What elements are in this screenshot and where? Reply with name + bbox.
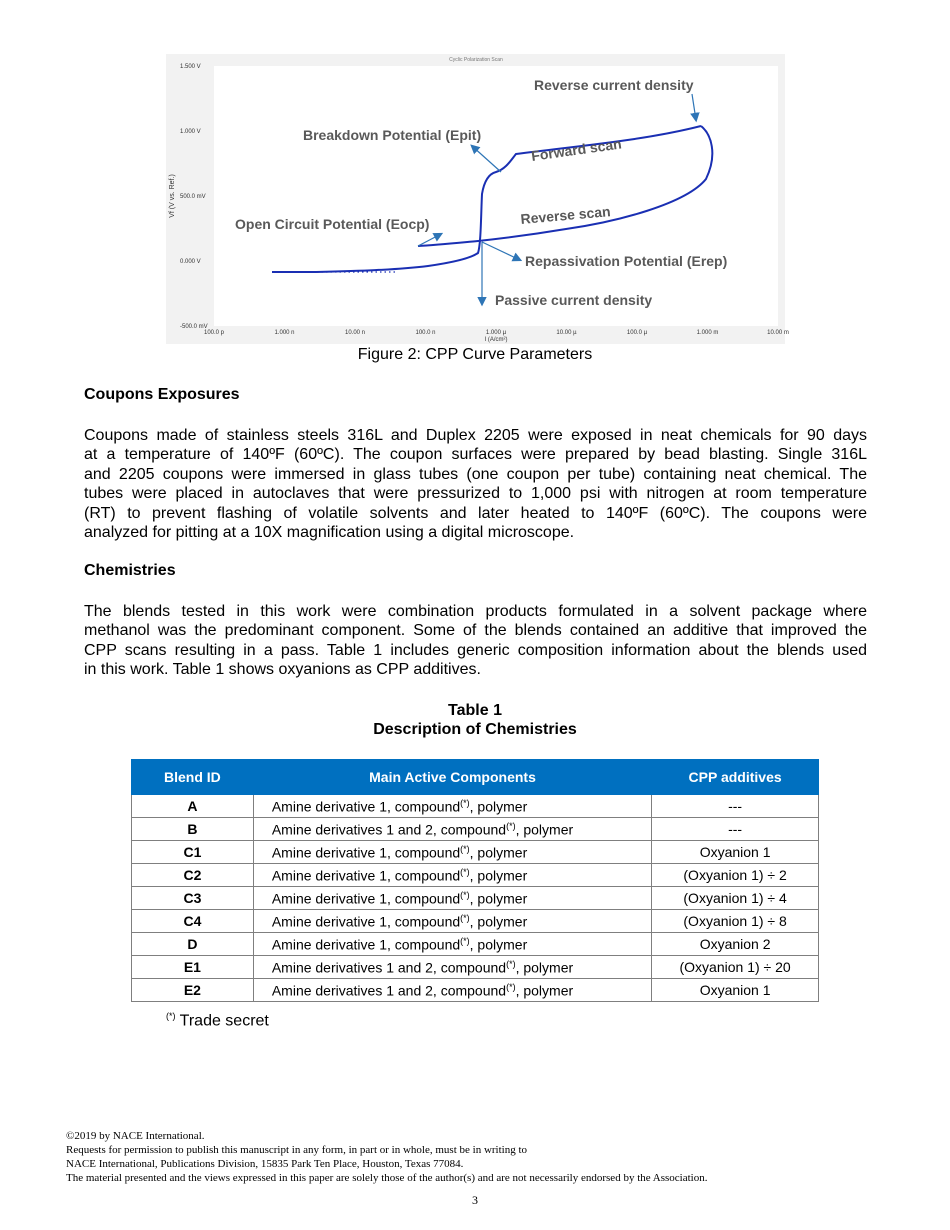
paragraph-coupons-exposures [84,426,867,542]
table-header-row [132,760,819,795]
cell-main-components [253,795,651,818]
cpp-chart [166,54,789,344]
heading-chemistries: Chemistries [84,562,176,579]
cell-main-components [253,933,651,956]
table-row [132,818,819,841]
table-title [0,701,950,739]
trade-secret-mark: (*) [460,797,470,808]
paragraph-line: methanol was the predominant component. Some of the blends contained an additive that improved the [84,622,867,640]
page-number: 3 [472,1193,478,1207]
trade-secret-mark: (*) [460,935,470,946]
components-text: Amine derivative 1, compound [271,844,461,861]
paragraph-line: tubes were placed in autoclaves that were pressurized to 1,000 psi with nitrogen at room temperature [84,485,867,503]
cell-main-components [253,956,651,979]
heading-coupons-exposures: Coupons Exposures [84,386,240,403]
y-axis-ticks [180,64,208,330]
cell-main-components [253,979,651,1002]
trade-secret-mark: (*) [460,912,470,923]
components-text-suffix: , polymer [515,821,574,838]
footnote-text: Trade secret [175,1012,269,1030]
cell-blend-id: C3 [132,887,254,910]
paragraph-line: at a temperature of 140ºF (60ºC). The coupon surfaces were prepared by bead blasting. Single 316L [84,446,867,464]
table-row [132,864,819,887]
annotation-repassivation-potential: Repassivation Potential (Erep) [525,253,728,269]
cell-cpp-additive: (Oxyanion 1) ÷ 20 [652,956,819,979]
components-text: Amine derivative 1, compound [271,913,461,930]
components-text-suffix: , polymer [469,936,528,953]
footer-line: NACE International, Publications Division, 15835 Park Ten Place, Houston, Texas 77084. [66,1158,464,1170]
components-text-suffix: , polymer [515,982,574,999]
header-main-active-components: Main Active Components [253,760,651,795]
paragraph-line: CPP scans resulting in a pass. Table 1 includes generic composition information about the blends used [84,641,867,659]
components-text-suffix: , polymer [469,913,528,930]
cell-main-components [253,864,651,887]
cell-cpp-additive: Oxyanion 2 [652,933,819,956]
header-blend-id: Blend ID [132,760,254,795]
footer-line: ©2019 by NACE International. [66,1130,205,1142]
paragraph-line: The blends tested in this work were combination products formulated in a solvent package where [84,603,867,620]
cell-blend-id: C2 [132,864,254,887]
components-text-suffix: , polymer [469,844,528,861]
paragraph-line: (RT) to prevent flashing of volatile solvents and later heated to 140ºF (60ºC). The coupons were [84,504,867,522]
footer-line: The material presented and the views expressed in this paper are solely those of the author(s) and are not necessarily endorsed by the Association. [66,1172,708,1184]
x-tick-label: 100.0 µ [626,330,648,336]
trade-secret-mark: (*) [460,866,470,877]
paragraph-line: and 2205 coupons were immersed in glass tubes (one coupon per tube) containing neat chemical. The [84,465,867,483]
trade-secret-mark: (*) [506,820,516,831]
annotation-passive-current-density: Passive current density [495,292,653,308]
cell-cpp-additive: (Oxyanion 1) ÷ 4 [652,887,819,910]
table-row [132,841,819,864]
cell-blend-id: C1 [132,841,254,864]
paragraph-line: in this work. Table 1 shows oxyanions as CPP additives. [84,661,481,679]
paragraph-line: Coupons made of stainless steels 316L and Duplex 2205 were exposed in neat chemicals for 90 days [84,427,867,444]
footnote-mark: (*) [166,1011,176,1021]
cell-blend-id: A [132,795,254,818]
x-tick-label: 1.000 n [274,330,295,336]
trade-secret-mark: (*) [460,889,470,900]
components-text: Amine derivatives 1 and 2, compound [271,821,507,838]
components-text: Amine derivatives 1 and 2, compound [271,982,507,999]
table-row [132,910,819,933]
table-title-description: Description of Chemistries [373,721,577,738]
x-tick-label: 10.00 n [344,330,366,336]
x-tick-label: 1.000 µ [485,330,507,336]
cpp-figure [166,54,789,344]
x-tick-label: 10.00 m [767,330,789,336]
cell-blend-id: C4 [132,910,254,933]
footer-line: Requests for permission to publish this manuscript in any form, in part or in whole, must be in writing to [66,1144,528,1156]
cell-cpp-additive: (Oxyanion 1) ÷ 8 [652,910,819,933]
y-tick-label: 1.000 V [180,129,201,135]
x-tick-label: 10.00 µ [556,330,577,336]
cell-main-components [253,910,651,933]
copyright-footer [66,1129,707,1185]
cell-blend-id: E2 [132,979,254,1002]
trade-secret-mark: (*) [506,981,516,992]
table-row [132,956,819,979]
components-text: Amine derivative 1, compound [271,890,461,907]
components-text: Amine derivative 1, compound [271,936,461,953]
table-row [132,979,819,1002]
trade-secret-mark: (*) [506,958,516,969]
header-cpp-additives: CPP additives [652,760,819,795]
y-tick-label: -500.0 mV [180,324,208,330]
cell-main-components [253,887,651,910]
table-row [132,795,819,818]
cell-cpp-additive: Oxyanion 1 [652,841,819,864]
trade-secret-mark: (*) [460,843,470,854]
cell-cpp-additive: (Oxyanion 1) ÷ 2 [652,864,819,887]
components-text: Amine derivative 1, compound [271,798,461,815]
chart-title: Cyclic Polarization Scan [449,57,503,63]
x-tick-label: 100.0 n [415,330,436,336]
figure-caption: Figure 2: CPP Curve Parameters [357,346,593,363]
x-tick-label: 1.000 m [696,330,719,336]
cell-blend-id: E1 [132,956,254,979]
annotation-reverse-current-density: Reverse current density [534,77,694,93]
cell-cpp-additive: Oxyanion 1 [652,979,819,1002]
paragraph-chemistries [84,602,867,680]
components-text-suffix: , polymer [469,890,528,907]
components-text-suffix: , polymer [469,798,528,815]
y-tick-label: 500.0 mV [180,194,206,200]
cell-blend-id: D [132,933,254,956]
cell-cpp-additive: --- [652,795,819,818]
chemistries-table [131,759,819,1002]
table-title-number: Table 1 [448,702,502,719]
cell-main-components [253,818,651,841]
y-axis-label: Vf (V vs. Ref.) [169,174,176,218]
x-tick-label: 100.0 p [203,330,225,336]
annotation-breakdown-potential: Breakdown Potential (Epit) [303,127,482,143]
y-tick-label: 1.500 V [180,64,201,70]
x-axis-ticks [204,330,789,336]
annotation-forward-scan: Forward scan [530,135,623,164]
table-footnote [166,1011,269,1030]
annotation-open-circuit-potential: Open Circuit Potential (Eocp) [235,216,430,232]
components-text: Amine derivatives 1 and 2, compound [271,959,507,976]
cell-blend-id: B [132,818,254,841]
x-axis-label: I (A/cm²) [484,337,508,343]
table-row [132,887,819,910]
cell-main-components [253,841,651,864]
paragraph-line: analyzed for pitting at a 10X magnification using a digital microscope. [84,524,575,542]
table-row [132,933,819,956]
cell-cpp-additive: --- [652,818,819,841]
y-tick-label: 0.000 V [180,259,201,265]
annotation-reverse-scan: Reverse scan [519,203,612,227]
components-text-suffix: , polymer [515,959,574,976]
components-text: Amine derivative 1, compound [271,867,461,884]
components-text-suffix: , polymer [469,867,528,884]
